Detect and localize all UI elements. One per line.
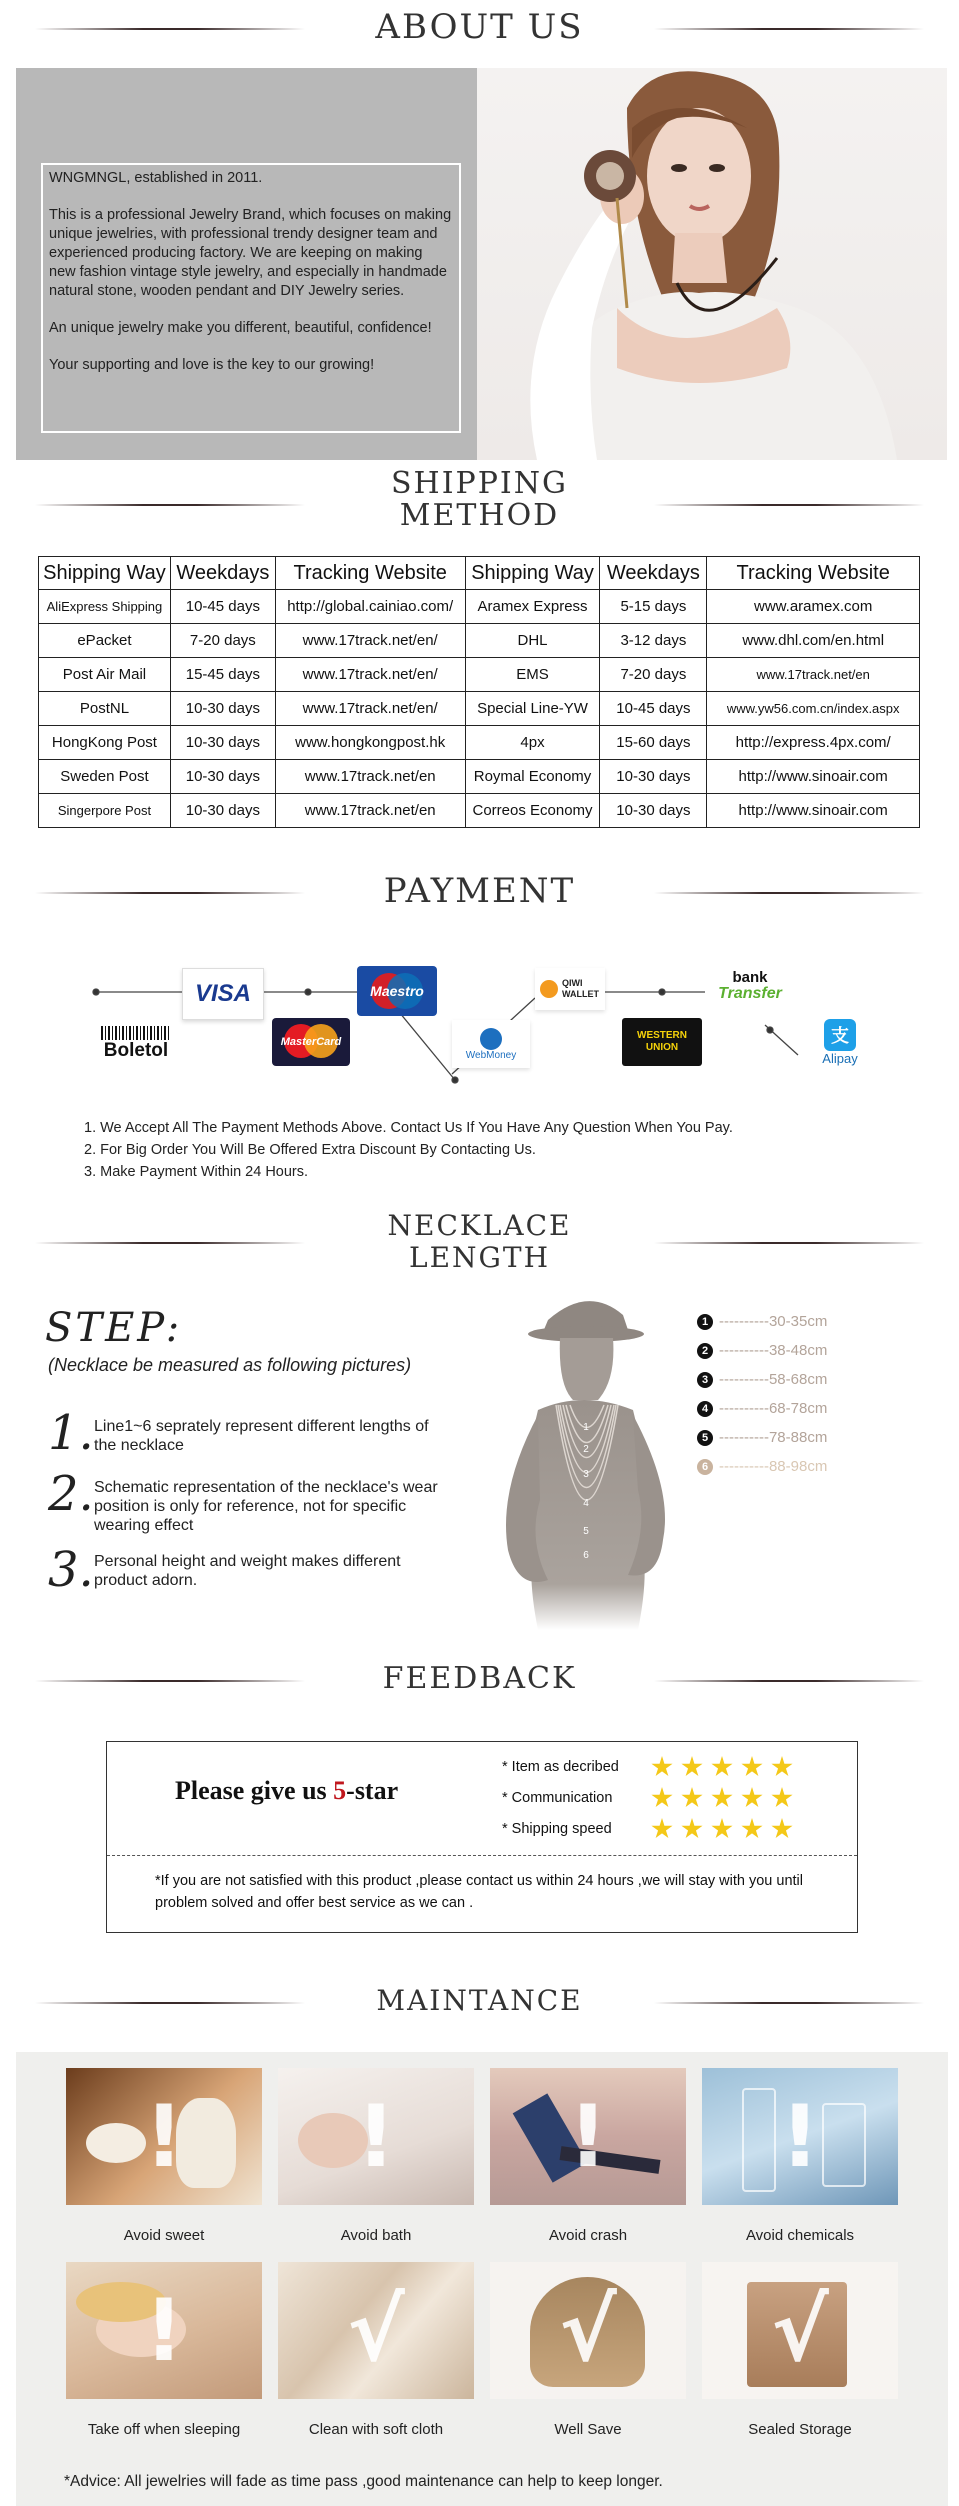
model-illustration (477, 68, 947, 460)
length-number-badge: 4 (697, 1401, 713, 1417)
title-rule-right (654, 892, 924, 894)
table-cell: http://global.cainiao.com/ (275, 590, 465, 624)
table-cell: AliExpress Shipping (39, 590, 171, 624)
star-icon (681, 1756, 703, 1778)
mastercard-logo (272, 1018, 350, 1066)
star-icon (771, 1818, 793, 1840)
length-number-badge: 3 (697, 1372, 713, 1388)
step-number: 2. (48, 1466, 94, 1522)
star-icon (711, 1787, 733, 1809)
title-rule-right (654, 28, 924, 30)
about-text-box (41, 163, 461, 433)
table-cell: www.17track.net/en (275, 760, 465, 794)
table-cell: http://www.sinoair.com (707, 794, 920, 828)
warning-icon: ! (356, 2086, 396, 2187)
check-icon: √ (347, 2280, 405, 2381)
rating-label: * Item as decribed (502, 1759, 619, 1775)
necklace-section-title (0, 1210, 959, 1274)
payment-note: 2. For Big Order You Will Be Offered Extra Discount By Contacting Us. (84, 1142, 536, 1158)
table-cell: 4px (465, 726, 600, 760)
column-header: Weekdays (600, 557, 707, 590)
column-header: Shipping Way (465, 557, 600, 590)
table-cell: 5-15 days (600, 590, 707, 624)
table-cell: www.17track.net/en (707, 658, 920, 692)
shipping-title-line1: SHIPPING (390, 466, 568, 501)
warning-icon: ! (568, 2086, 608, 2187)
table-row (39, 726, 920, 760)
length-row (697, 1400, 827, 1417)
western-union-label: WESTERN UNION (637, 1030, 687, 1053)
about-panel (16, 68, 477, 460)
alipay-logo (810, 1016, 870, 1068)
table-cell: www.dhl.com/en.html (707, 624, 920, 658)
barcode-icon (101, 1026, 171, 1040)
maintenance-caption: Well Save (554, 2421, 622, 2438)
table-cell: 15-60 days (600, 726, 707, 760)
table-cell: DHL (465, 624, 600, 658)
warning-icon: ! (144, 2086, 184, 2187)
star-icon (741, 1787, 763, 1809)
maintenance-caption: Clean with soft cloth (308, 2421, 444, 2438)
star-rating (651, 1818, 801, 1840)
about-section-title (0, 7, 959, 47)
length-row (697, 1458, 827, 1475)
star-rating (651, 1756, 801, 1778)
qiwi-label: QIWI WALLET (562, 978, 599, 999)
maintenance-caption: Avoid chemicals (745, 2227, 855, 2244)
length-value: ----------88-98cm (719, 1458, 828, 1475)
column-header: Tracking Website (275, 557, 465, 590)
rating-label: * Shipping speed (502, 1821, 612, 1837)
star-icon (741, 1818, 763, 1840)
webmoney-logo (452, 1020, 530, 1068)
table-cell: 10-30 days (600, 760, 707, 794)
step-text: Personal height and weight makes different product adorn. (94, 1553, 401, 1589)
table-cell: 10-45 days (600, 692, 707, 726)
table-cell: www.hongkongpost.hk (275, 726, 465, 760)
table-cell: www.17track.net/en/ (275, 658, 465, 692)
boletol-label: Boletol (103, 1040, 169, 1061)
figure-number: 5 (583, 1526, 589, 1537)
table-cell: Post Air Mail (39, 658, 171, 692)
table-cell: Sweden Post (39, 760, 171, 794)
figure-number: 3 (583, 1469, 589, 1480)
title-rule-left (35, 2002, 305, 2004)
table-cell: Singerpore Post (39, 794, 171, 828)
mastercard-label: MasterCard (280, 1036, 342, 1048)
title-rule-left (35, 892, 305, 894)
maestro-logo (357, 966, 437, 1016)
payment-note: 3. Make Payment Within 24 Hours. (84, 1164, 309, 1180)
table-cell: 10-45 days (170, 590, 275, 624)
title-rule-right (654, 1680, 924, 1682)
about-paragraph: This is a professional Jewelry Brand, which focuses on making unique jewelries, with professional trendy designer team and experienced producing factory. We are keeping on making new fashion vintage style jewelry, and especially in handmade natural stone, wooden pendant and DIY Jewelry series. (49, 207, 452, 299)
payment-title: PAYMENT (383, 871, 576, 911)
about-paragraph: Your supporting and love is the key to our growing! (49, 357, 375, 373)
step-number: 3. (48, 1542, 94, 1598)
maintenance-image-storage (702, 2262, 898, 2399)
maintenance-image-bath (278, 2068, 474, 2205)
table-cell: 15-45 days (170, 658, 275, 692)
maintenance-image-sleeping (66, 2262, 262, 2399)
maintenance-caption: Take off when sleeping (87, 2421, 241, 2438)
table-row (39, 692, 920, 726)
length-row (697, 1371, 827, 1388)
length-value: ----------30-35cm (719, 1313, 828, 1330)
maintenance-section-title (0, 1984, 959, 2020)
length-value: ----------38-48cm (719, 1342, 828, 1359)
table-row (39, 794, 920, 828)
western-union-logo (622, 1018, 702, 1066)
maintenance-caption: Avoid crash (548, 2227, 628, 2244)
step-text: Schematic representation of the necklace's wear position is only for reference, not for specific wearing effect (94, 1479, 438, 1534)
maintenance-image-save (490, 2262, 686, 2399)
feedback-title: FEEDBACK (382, 1661, 577, 1696)
bank-label: bank (732, 969, 768, 986)
length-value: ----------58-68cm (719, 1371, 828, 1388)
bank-transfer-logo (705, 966, 795, 1006)
length-number-badge: 5 (697, 1430, 713, 1446)
visa-label: VISA (194, 980, 251, 1007)
table-cell: 10-30 days (170, 726, 275, 760)
table-cell: www.17track.net/en (275, 794, 465, 828)
star-icon (651, 1818, 673, 1840)
star-icon (681, 1787, 703, 1809)
column-header: Tracking Website (707, 557, 920, 590)
table-cell: HongKong Post (39, 726, 171, 760)
step-number: 1. (48, 1405, 94, 1461)
figure-number: 1 (583, 1422, 589, 1433)
length-number-badge: 2 (697, 1343, 713, 1359)
star-rating (651, 1787, 801, 1809)
figure-number: 6 (583, 1550, 589, 1561)
length-number-badge: 1 (697, 1314, 713, 1330)
necklace-title-line1: NECKLACE (387, 1209, 572, 1242)
length-row (697, 1313, 827, 1330)
star-icon (771, 1787, 793, 1809)
table-cell: 10-30 days (600, 794, 707, 828)
title-rule-left (35, 504, 305, 506)
table-cell: 3-12 days (600, 624, 707, 658)
headline-prefix: Please give us (175, 1776, 334, 1805)
title-rule-right (654, 504, 924, 506)
table-cell: EMS (465, 658, 600, 692)
title-rule-right (654, 2002, 924, 2004)
boletol-logo (96, 1022, 176, 1066)
maintenance-caption: Avoid sweet (123, 2227, 205, 2244)
title-rule-right (654, 1242, 924, 1244)
necklace-silhouette-figure (478, 1290, 698, 1630)
maintenance-title: MAINTANCE (376, 1984, 583, 2017)
star-icon (651, 1756, 673, 1778)
length-value: ----------78-88cm (719, 1429, 828, 1446)
figure-number: 2 (583, 1444, 589, 1455)
table-cell: www.aramex.com (707, 590, 920, 624)
table-cell: Special Line-YW (465, 692, 600, 726)
maintenance-image-chemicals (702, 2068, 898, 2205)
step-subheading: (Necklace be measured as following pictures) (48, 1355, 412, 1375)
alipay-icon: 支 (824, 1019, 856, 1051)
length-number-badge: 6 (697, 1459, 713, 1475)
table-row (39, 624, 920, 658)
about-paragraph: An unique jewelry make you different, beautiful, confidence! (49, 320, 432, 336)
star-icon (711, 1818, 733, 1840)
table-cell: 7-20 days (600, 658, 707, 692)
star-icon (771, 1756, 793, 1778)
column-header: Weekdays (170, 557, 275, 590)
table-header-row (39, 557, 920, 590)
shipping-section-title (0, 468, 959, 536)
table-cell: PostNL (39, 692, 171, 726)
table-cell: 7-20 days (170, 624, 275, 658)
table-cell: Aramex Express (465, 590, 600, 624)
length-row (697, 1429, 827, 1446)
length-row (697, 1342, 827, 1359)
model-photo (477, 68, 947, 460)
warning-icon: ! (144, 2280, 184, 2381)
about-title: ABOUT US (375, 7, 584, 47)
shipping-title-line2: METHOD (399, 498, 560, 533)
payment-section-title (0, 871, 959, 911)
table-row (39, 658, 920, 692)
table-cell: 10-30 days (170, 794, 275, 828)
qiwi-icon (540, 980, 558, 998)
column-header: Shipping Way (39, 557, 171, 590)
table-row (39, 590, 920, 624)
visa-logo (182, 968, 264, 1020)
check-icon: √ (559, 2280, 617, 2381)
table-cell: http://www.sinoair.com (707, 760, 920, 794)
feedback-note: *If you are not satisfied with this product ,please contact us within 24 hours ,we will stay with you until problem solved and offer best service as we can . (155, 1873, 803, 1911)
feedback-headline (175, 1776, 398, 1806)
maintenance-image-crash (490, 2068, 686, 2205)
table-cell: Correos Economy (465, 794, 600, 828)
star-icon (741, 1756, 763, 1778)
feedback-section-title (0, 1662, 959, 1698)
alipay-label: Alipay (822, 1050, 858, 1066)
step-text: Line1~6 seprately represent different lengths of the necklace (94, 1418, 429, 1454)
check-icon: √ (771, 2280, 829, 2381)
star-icon (711, 1756, 733, 1778)
title-rule-left (35, 1680, 305, 1682)
table-cell: 10-30 days (170, 760, 275, 794)
feedback-box (106, 1741, 858, 1933)
table-cell: www.17track.net/en/ (275, 624, 465, 658)
table-cell: www.yw56.com.cn/index.aspx (707, 692, 920, 726)
warning-icon: ! (780, 2086, 820, 2187)
table-cell: www.17track.net/en/ (275, 692, 465, 726)
headline-number: 5 (333, 1776, 347, 1805)
table-cell: 10-30 days (170, 692, 275, 726)
transfer-label: Transfer (718, 985, 782, 1002)
headline-suffix: -star (346, 1776, 399, 1805)
webmoney-label: WebMoney (465, 1049, 517, 1061)
title-rule-left (35, 28, 305, 30)
maintenance-image-sweet (66, 2068, 262, 2205)
table-cell: http://express.4px.com/ (707, 726, 920, 760)
payment-notes (84, 1117, 733, 1183)
star-icon (681, 1818, 703, 1840)
star-icon (651, 1787, 673, 1809)
maintenance-advice: *Advice: All jewelries will fade as time pass ,good maintenance can help to keep longer. (64, 2473, 663, 2490)
necklace-title-line2: LENGTH (409, 1241, 550, 1274)
about-paragraph: WNGMNGL, established in 2011. (49, 170, 263, 186)
length-value: ----------68-78cm (719, 1400, 828, 1417)
maintenance-image-cloth (278, 2262, 474, 2399)
payment-note: 1. We Accept All The Payment Methods Above. Contact Us If You Have Any Question When You Pay. (84, 1120, 733, 1136)
title-rule-left (35, 1242, 305, 1244)
step-heading: STEP: (45, 1305, 183, 1351)
rating-label: * Communication (502, 1790, 613, 1806)
maintenance-caption: Avoid bath (340, 2227, 412, 2244)
feedback-divider (107, 1855, 857, 1856)
shipping-table (38, 556, 920, 828)
figure-number: 4 (583, 1498, 589, 1509)
maestro-label: Maestro (370, 983, 424, 999)
qiwi-logo (535, 968, 605, 1010)
table-cell: ePacket (39, 624, 171, 658)
maintenance-caption: Sealed Storage (748, 2421, 852, 2438)
table-row (39, 760, 920, 794)
globe-icon (480, 1028, 502, 1050)
table-cell: Roymal Economy (465, 760, 600, 794)
